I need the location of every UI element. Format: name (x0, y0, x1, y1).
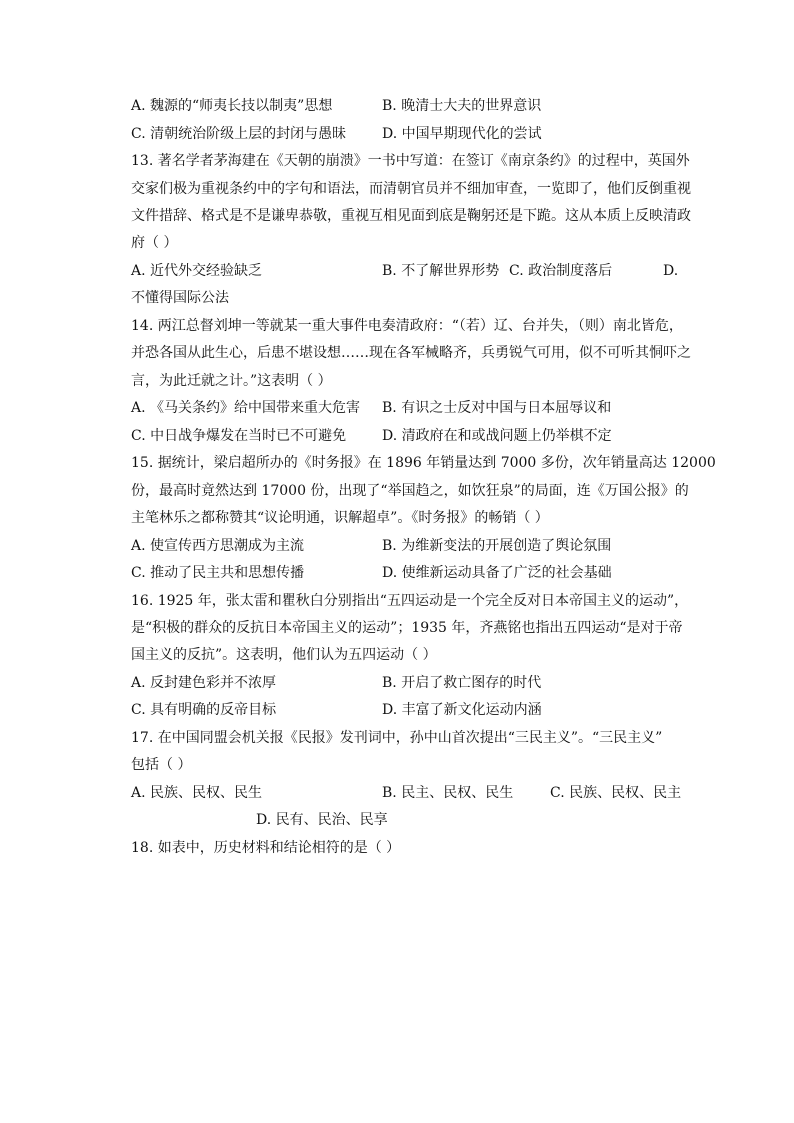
q14-options-row-2 (131, 422, 691, 450)
q17-option-d[interactable]: D. 民有、民治、民享 (256, 812, 388, 828)
q15-options-row-2 (131, 559, 691, 587)
q17-options-row-2 (131, 806, 691, 834)
q13-option-a[interactable]: A. 近代外交经验缺乏 (131, 263, 263, 279)
q17-option-c[interactable]: C. 民族、民权、民主 (550, 785, 682, 801)
q15-option-d[interactable]: D. 使维新运动具备了广泛的社会基础 (382, 565, 612, 581)
q16-options-row-2 (131, 696, 691, 724)
q12-option-b[interactable]: B. 晚清士大夫的世界意识 (382, 98, 542, 114)
q14-stem-line-2: 并恐各国从此生心，后患不堪设想……现在各军械略齐，兵勇锐气可用，似不可听其恫吓之 (131, 345, 691, 361)
q15-stem-line-2: 份，最高时竟然达到 17000 份，出现了“举国趋之，如饮狂泉”的局面，连《万国公报》的 (131, 483, 689, 499)
q15-stem-line-3: 主笔林乐之都称赞其“议论明通，识解超卓”。《时务报》的畅销（ ） (131, 510, 549, 526)
q12-option-a[interactable]: A. 魏源的“师夷长技以制夷”思想 (131, 98, 333, 114)
q15-options-row-1 (131, 532, 691, 560)
q13-options-row (131, 257, 691, 285)
q14-stem-line-1: 14. 两江总督刘坤一等就某一重大事件电奏清政府：“（若）辽、台并失，（则）南北皆危， (131, 318, 683, 334)
q13-stem-line-3: 文件措辞、格式是不是谦卑恭敬，重视互相见面到底是鞠躬还是下跪。这从本质上反映清政 (131, 208, 691, 224)
q14-option-c[interactable]: C. 中日战争爆发在当时已不可避免 (131, 428, 347, 444)
q17-stem-line-2: 包括（ ） (131, 757, 192, 773)
q13-stem-line-2: 交家们极为重视条约中的字句和语法，而清朝官员并不细加审查，一览即了，他们反倒重视 (131, 181, 691, 197)
q17-option-a[interactable]: A. 民族、民权、民生 (131, 785, 263, 801)
q12-option-d[interactable]: D. 中国早期现代化的尝试 (382, 126, 542, 142)
q12-options-row-1 (131, 92, 691, 120)
q15-stem-line-1: 15. 据统计，梁启超所办的《时务报》在 1896 年销量达到 7000 多份，次年销量高达 12000 (131, 455, 716, 471)
q16-stem-line-2: 是“积极的群众的反抗日本帝国主义的运动”；1935 年，齐燕铭也指出五四运动“是对于帝 (131, 620, 683, 636)
q17-stem-line-1: 17. 在中国同盟会机关报《民报》发刊词中，孙中山首次提出“三民主义”。“三民主义” (131, 730, 663, 746)
q17-option-b[interactable]: B. 民主、民权、民生 (382, 785, 514, 801)
q13-stem-line-1: 13. 著名学者茅海建在《天朝的崩溃》一书中写道：在签订《南京条约》的过程中，英国外 (131, 153, 690, 169)
q14-option-a[interactable]: A. 《马关条约》给中国带来重大危害 (131, 400, 361, 416)
q13-option-d[interactable]: D. (663, 263, 679, 279)
q17-options-row-1 (131, 779, 691, 807)
q15-option-b[interactable]: B. 为维新变法的开展创造了舆论氛围 (382, 538, 612, 554)
q12-options-row-2 (131, 120, 691, 148)
q14-option-d[interactable]: D. 清政府在和或战问题上仍举棋不定 (382, 428, 612, 444)
q16-stem-line-1: 16. 1925 年，张太雷和瞿秋白分别指出“五四运动是一个完全反对日本帝国主义的运动”， (131, 593, 689, 609)
q16-option-b[interactable]: B. 开启了救亡图存的时代 (382, 675, 542, 691)
q16-option-a[interactable]: A. 反封建色彩并不浓厚 (131, 675, 277, 691)
q13-stem-line-4: 府（ ） (131, 235, 178, 251)
q15-option-a[interactable]: A. 使宣传西方思潮成为主流 (131, 538, 305, 554)
q16-options-row-1 (131, 669, 691, 697)
q15-option-c[interactable]: C. 推动了民主共和思想传播 (131, 565, 305, 581)
q16-stem-line-3: 国主义的反抗”。这表明，他们认为五四运动（ ） (131, 647, 437, 663)
q13-option-d-text[interactable]: 不懂得国际公法 (131, 290, 229, 306)
q13-option-b[interactable]: B. 不了解世界形势 (382, 263, 500, 279)
q14-option-b[interactable]: B. 有识之士反对中国与日本屈辱议和 (382, 400, 612, 416)
q14-options-row-1 (131, 394, 691, 422)
q18-stem-line-1: 18. 如表中，历史材料和结论相符的是（ ） (131, 840, 401, 856)
q16-option-c[interactable]: C. 具有明确的反帝目标 (131, 702, 277, 718)
q16-option-d[interactable]: D. 丰富了新文化运动内涵 (382, 702, 542, 718)
q12-option-c[interactable]: C. 清朝统治阶级上层的封闭与愚昧 (131, 126, 347, 142)
q13-option-c[interactable]: C. 政治制度落后 (509, 263, 613, 279)
q14-stem-line-3: 言，为此迁就之计。”这表明（ ） (131, 373, 332, 389)
